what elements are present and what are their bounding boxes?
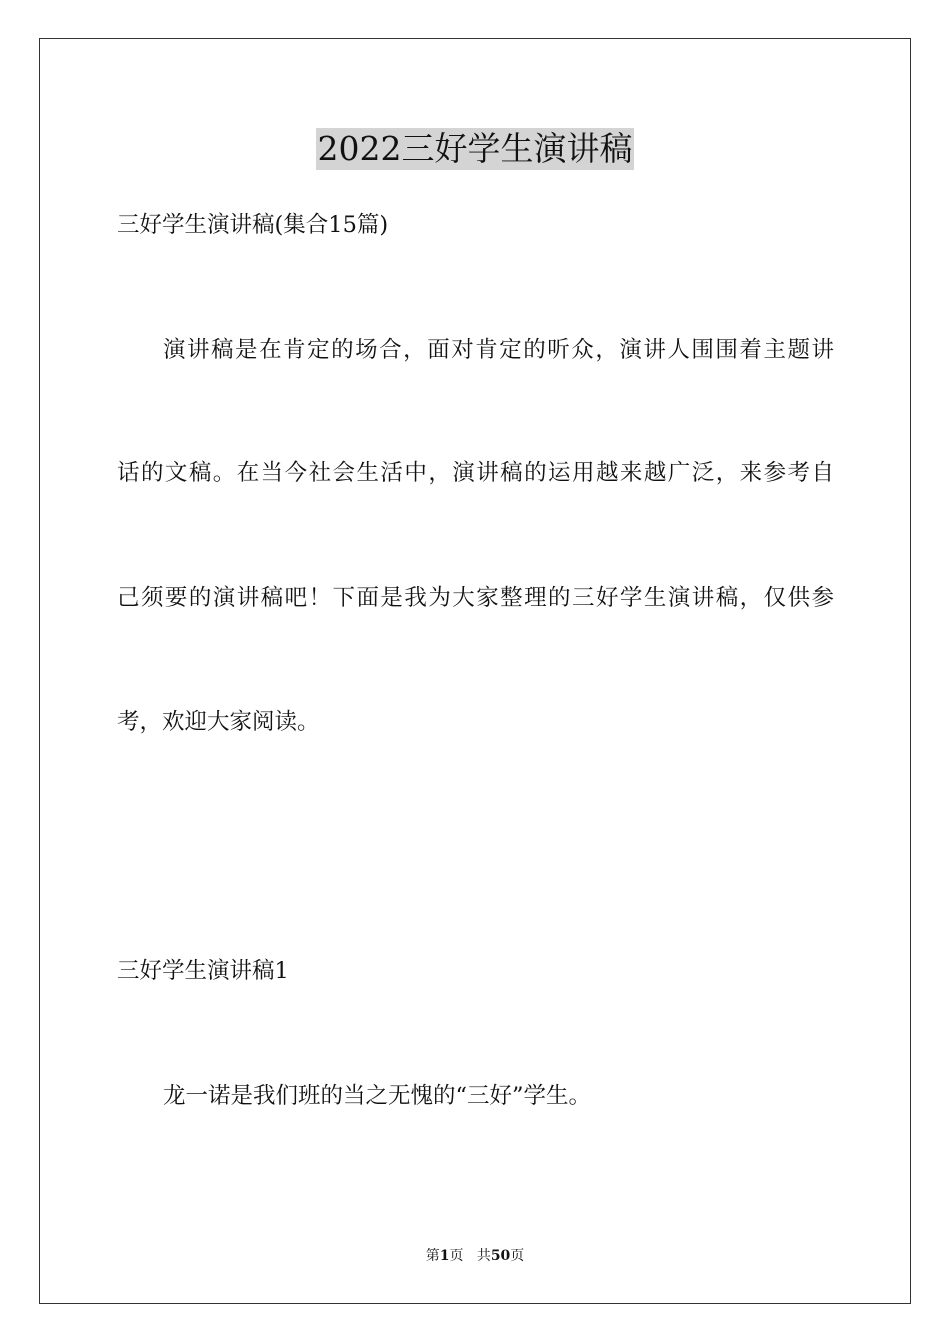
footer-page-number: 1: [439, 1248, 450, 1264]
intro-line-1: 演讲稿是在肯定的场合，面对肯定的听众，演讲人围围着主题讲: [163, 337, 834, 363]
footer-page-prefix: 第: [425, 1248, 440, 1264]
footer-total-pages: 50: [490, 1248, 511, 1264]
intro-line-4: 考，欢迎大家阅读。: [117, 709, 320, 735]
footer-page-suffix: 页: [449, 1248, 464, 1264]
intro-line-3: 己须要的演讲稿吧！下面是我为大家整理的三好学生演讲稿，仅供参: [117, 585, 834, 611]
footer-total-suffix: 页: [510, 1248, 525, 1264]
footer-total-prefix: 共: [476, 1248, 491, 1264]
title-container: [0, 128, 950, 170]
page-footer: [0, 1246, 950, 1266]
section-paragraph-line: 龙一诺是我们班的当之无愧的“三好”学生。: [163, 1083, 592, 1109]
intro-line-2: 话的文稿。在当今社会生活中，演讲稿的运用越来越广泛，来参考自: [117, 460, 834, 486]
document-title: 2022三好学生演讲稿: [317, 129, 633, 168]
section-heading: 三好学生演讲稿1: [117, 958, 289, 984]
document-subtitle: 三好学生演讲稿(集合15篇): [117, 212, 389, 238]
